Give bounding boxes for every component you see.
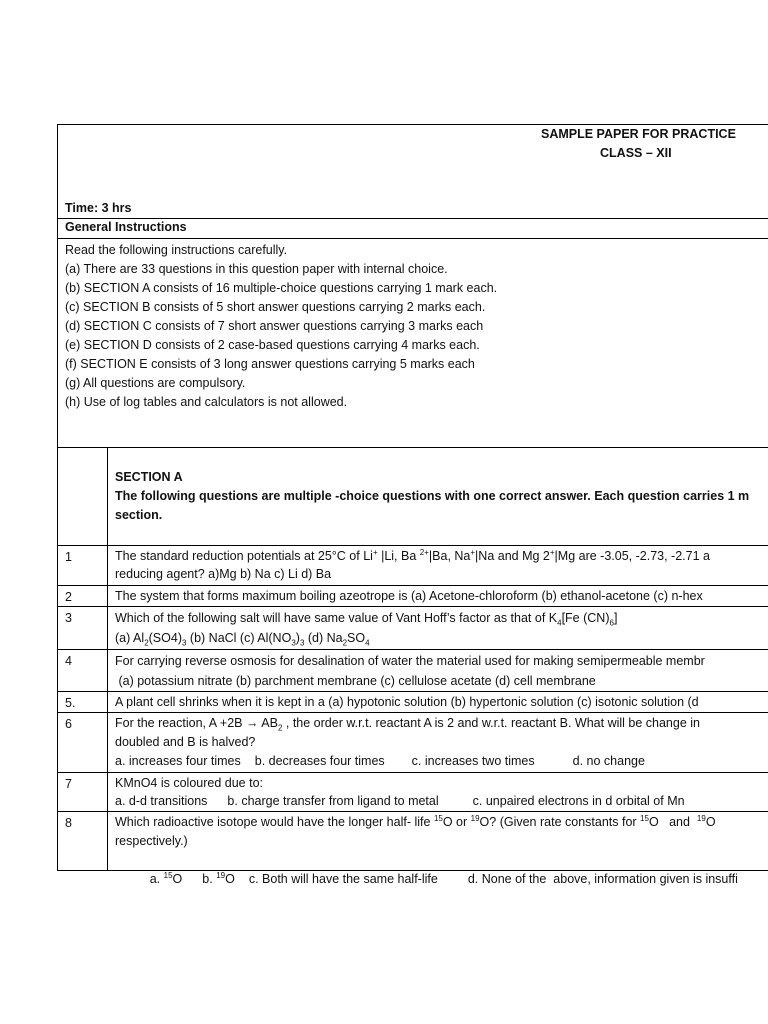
option-a: a. d-d transitions	[115, 794, 208, 808]
section-a-heading: SECTION A	[115, 470, 183, 484]
general-instructions-heading: General Instructions	[65, 220, 187, 234]
instruction-line: (e) SECTION D consists of 2 case-based questions carrying 4 marks each.	[65, 338, 480, 352]
question-line: Which of the following salt will have same value of Vant Hoff’s factor as that of $K_4[Fe$ $(CN)_6$]	[115, 611, 618, 628]
option-c: c. Both will have the same half-life	[248, 872, 438, 886]
question-paper-table	[57, 124, 768, 886]
instructions-block	[58, 239, 768, 448]
instruction-line: (f) SECTION E consists of 3 long answer questions carrying 5 marks each	[65, 357, 475, 371]
question-number: 2	[58, 586, 108, 606]
question-line: KMnO4 is coloured due to:	[115, 776, 263, 790]
question-row-4	[58, 650, 768, 692]
question-text	[108, 650, 705, 691]
section-a-number-cell	[58, 448, 108, 545]
question-row-3	[58, 607, 768, 650]
question-line: For the reaction, $A +2B \to AB_2$ , the order w.r.t. reactant A is 2 and w.r.t. reactant B. What will be change in	[115, 716, 700, 733]
instruction-line: (d) SECTION C consists of 7 short answer questions carrying 3 marks each	[65, 319, 484, 333]
question-options: (a) potassium nitrate (b) parchment membrane (c) cellulose acetate (d) cell membrane	[115, 674, 596, 688]
question-text: The system that forms maximum boiling azeotrope is (a) Acetone-chloroform (b) ethanol-acetone (c) n-hex	[115, 589, 703, 603]
instruction-line: Read the following instructions carefully.	[65, 243, 288, 257]
question-row-7	[58, 773, 768, 812]
instruction-line: (b) SECTION A consists of 16 multiple-choice questions carrying 1 mark each.	[65, 281, 498, 295]
question-text	[108, 546, 710, 585]
class-label: CLASS – XII	[600, 146, 672, 160]
general-instructions-row	[58, 218, 768, 238]
question-row-1	[58, 546, 768, 586]
question-line: For carrying reverse osmosis for desalination of water the material used for making semipermeable membr	[115, 654, 705, 668]
question-number: 1	[58, 546, 108, 585]
instruction-line: (c) SECTION B consists of 5 short answer questions carrying 2 marks each.	[65, 300, 486, 314]
option-a: a. $^{15}$O	[149, 870, 183, 886]
paper-title: SAMPLE PAPER FOR PRACTICE	[541, 127, 736, 141]
question-line: doubled and B is halved?	[115, 735, 256, 749]
question-line: The standard reduction potentials at 25°C of Li+ |Li, Ba $^{2+}$|Ba, Na+|Na and Mg 2+|Mg are -3.05, -2.73, -2.71 a	[115, 547, 710, 563]
question-row-8	[58, 812, 768, 886]
question-number: 7	[58, 773, 108, 811]
question-number: 6	[58, 713, 108, 772]
question-number: 3	[58, 607, 108, 649]
time-label: Time: 3 hrs	[65, 201, 132, 215]
option-c: c. unpaired electrons in d orbital of Mn	[472, 794, 685, 808]
question-row-6	[58, 713, 768, 773]
question-text	[108, 607, 617, 649]
paper-header	[58, 125, 768, 239]
option-d: d. no change	[572, 754, 645, 768]
question-line: Which radioactive isotope would have the longer half- life $^{15}$O or $^{19}$O? (Given rate constants for $^{15}$O and $^{19}$O	[115, 813, 716, 829]
option-d: d. None of the above, information given is insuffi	[467, 872, 738, 886]
option-a: a. increases four times	[115, 754, 241, 768]
question-text	[108, 773, 685, 811]
option-b: b. $^{19}$O	[202, 870, 235, 886]
option-b: b. charge transfer from ligand to metal	[227, 794, 439, 808]
option-b: b. decreases four times	[254, 754, 385, 768]
section-a-body	[108, 448, 749, 545]
question-options: (a) $Al_2(SO4)_3$ (b) NaCl (c) $Al(NO_3)_3$ (d) $Na_2SO_4$	[115, 631, 370, 648]
question-line: respectively.)	[115, 834, 188, 848]
option-c: c. increases two times	[411, 754, 535, 768]
question-row-2	[58, 586, 768, 607]
question-options	[115, 851, 738, 908]
question-number: 8	[58, 812, 108, 870]
instruction-line: (g) All questions are compulsory.	[65, 376, 246, 390]
question-line: reducing agent? a)Mg b) Na c) Li d) Ba	[115, 567, 332, 581]
question-text: A plant cell shrinks when it is kept in a (a) hypotonic solution (b) hypertonic solution (c) isotonic solution (d	[115, 695, 699, 709]
question-text	[108, 713, 700, 772]
question-number: 5.	[58, 692, 108, 712]
instruction-line: (a) There are 33 questions in this question paper with internal choice.	[65, 262, 448, 276]
question-options	[115, 752, 700, 771]
section-a-description: The following questions are multiple -choice questions with one correct answer. Each question carries 1 m	[115, 489, 750, 503]
question-options	[115, 792, 685, 810]
instruction-line: (h) Use of log tables and calculators is not allowed.	[65, 395, 348, 409]
question-number: 4	[58, 650, 108, 691]
section-a-description-cont: section.	[115, 508, 163, 522]
section-a-header	[58, 448, 768, 546]
question-row-5	[58, 692, 768, 713]
question-text	[108, 812, 738, 886]
